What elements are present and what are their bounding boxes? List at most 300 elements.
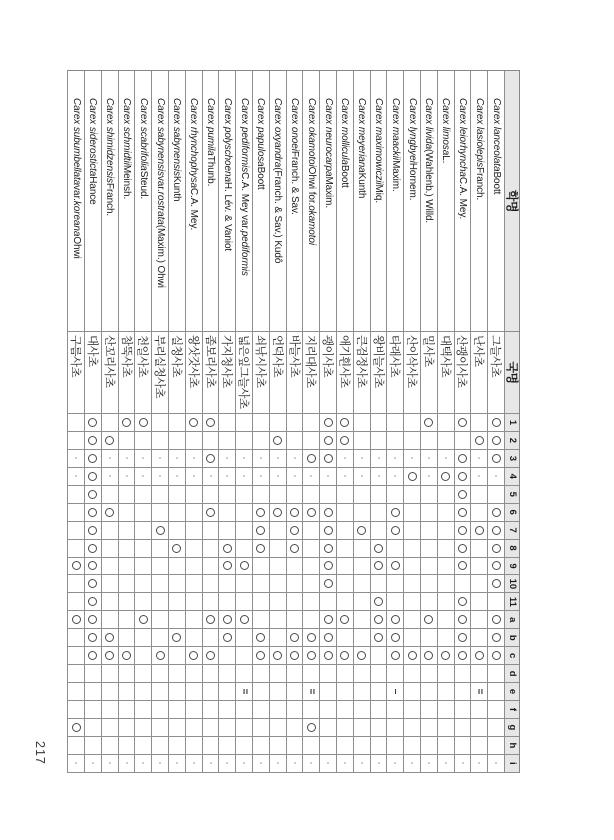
presence-cell bbox=[420, 611, 437, 629]
dot-mark-icon bbox=[495, 762, 497, 764]
presence-cell bbox=[202, 432, 219, 450]
presence-cell bbox=[151, 629, 168, 647]
presence-cell bbox=[319, 450, 336, 468]
presence-cell bbox=[353, 522, 370, 540]
presence-cell bbox=[202, 665, 219, 683]
presence-cell bbox=[151, 737, 168, 755]
presence-cell bbox=[269, 665, 286, 683]
presence-cell bbox=[269, 647, 286, 665]
circle-mark-icon bbox=[324, 508, 333, 517]
presence-cell bbox=[437, 414, 454, 432]
presence-cell bbox=[84, 414, 101, 432]
circle-mark-icon bbox=[223, 561, 232, 570]
presence-cell bbox=[252, 755, 269, 773]
presence-cell bbox=[370, 468, 387, 486]
circle-mark-icon bbox=[391, 561, 400, 570]
dot-mark-icon bbox=[75, 475, 77, 477]
presence-cell bbox=[168, 414, 185, 432]
presence-cell bbox=[403, 450, 420, 468]
circle-mark-icon bbox=[105, 436, 114, 445]
presence-cell bbox=[470, 468, 487, 486]
presence-cell bbox=[235, 701, 252, 719]
circle-mark-icon bbox=[458, 508, 467, 517]
presence-cell bbox=[286, 755, 303, 773]
presence-cell bbox=[168, 647, 185, 665]
presence-cell bbox=[336, 432, 353, 450]
circle-mark-icon bbox=[256, 508, 265, 517]
presence-cell bbox=[319, 540, 336, 558]
presence-cell bbox=[269, 701, 286, 719]
korean-name-cell: 난사초 bbox=[470, 332, 487, 414]
presence-cell bbox=[252, 540, 269, 558]
presence-cell bbox=[353, 450, 370, 468]
presence-cell bbox=[437, 611, 454, 629]
presence-cell bbox=[67, 683, 84, 701]
presence-cell bbox=[420, 755, 437, 773]
presence-cell bbox=[302, 629, 319, 647]
dot-mark-icon bbox=[411, 762, 413, 764]
presence-cell bbox=[437, 432, 454, 450]
presence-cell bbox=[454, 504, 471, 522]
dot-mark-icon bbox=[159, 762, 161, 764]
presence-cell bbox=[168, 611, 185, 629]
presence-cell bbox=[101, 755, 118, 773]
presence-cell bbox=[420, 683, 437, 701]
dot-mark-icon bbox=[126, 457, 128, 459]
presence-cell bbox=[370, 504, 387, 522]
dot-mark-icon bbox=[310, 762, 312, 764]
presence-cell bbox=[168, 683, 185, 701]
header-col-i: i bbox=[504, 755, 519, 773]
presence-cell bbox=[252, 432, 269, 450]
presence-cell bbox=[151, 575, 168, 593]
presence-cell bbox=[487, 755, 504, 773]
presence-cell bbox=[235, 611, 252, 629]
presence-cell bbox=[118, 540, 135, 558]
header-col-11: 11 bbox=[504, 593, 519, 611]
dot-mark-icon bbox=[378, 475, 380, 477]
presence-cell bbox=[134, 737, 151, 755]
presence-cell bbox=[370, 611, 387, 629]
presence-cell bbox=[218, 504, 235, 522]
header-col-f: f bbox=[504, 701, 519, 719]
presence-cell bbox=[269, 755, 286, 773]
presence-cell bbox=[67, 522, 84, 540]
presence-cell bbox=[470, 593, 487, 611]
circle-mark-icon bbox=[324, 561, 333, 570]
presence-cell bbox=[319, 719, 336, 737]
circle-mark-icon bbox=[458, 418, 467, 427]
species-name-cell: Carex sabynensis Kunth bbox=[168, 71, 185, 332]
korean-name-cell: 바늘사초 bbox=[286, 332, 303, 414]
presence-cell bbox=[67, 468, 84, 486]
circle-mark-icon bbox=[492, 508, 501, 517]
presence-cell bbox=[269, 683, 286, 701]
presence-cell bbox=[118, 755, 135, 773]
presence-cell bbox=[437, 504, 454, 522]
presence-cell bbox=[420, 432, 437, 450]
presence-cell bbox=[403, 504, 420, 522]
dot-mark-icon bbox=[478, 762, 480, 764]
presence-cell bbox=[286, 647, 303, 665]
presence-cell bbox=[118, 558, 135, 576]
presence-cell bbox=[487, 558, 504, 576]
circle-mark-icon bbox=[88, 454, 97, 463]
presence-cell bbox=[84, 522, 101, 540]
circle-mark-icon bbox=[475, 436, 484, 445]
presence-cell bbox=[386, 558, 403, 576]
dot-mark-icon bbox=[478, 457, 480, 459]
korean-name-cell: 왕삿갓사초 bbox=[185, 332, 202, 414]
header-col-7: 7 bbox=[504, 522, 519, 540]
circle-mark-icon bbox=[324, 544, 333, 553]
presence-cell bbox=[286, 737, 303, 755]
presence-cell bbox=[286, 540, 303, 558]
dot-mark-icon bbox=[226, 762, 228, 764]
presence-cell bbox=[420, 450, 437, 468]
presence-cell bbox=[370, 540, 387, 558]
circle-mark-icon bbox=[391, 651, 400, 660]
presence-cell bbox=[302, 755, 319, 773]
header-col-e: e bbox=[504, 683, 519, 701]
presence-cell bbox=[269, 522, 286, 540]
circle-mark-icon bbox=[273, 651, 282, 660]
presence-cell bbox=[353, 414, 370, 432]
dot-mark-icon bbox=[277, 475, 279, 477]
circle-mark-icon bbox=[88, 579, 97, 588]
species-name-cell: Carex neurocarpa Maxim. bbox=[319, 71, 336, 332]
presence-cell bbox=[420, 558, 437, 576]
presence-cell bbox=[202, 701, 219, 719]
presence-cell bbox=[470, 558, 487, 576]
presence-cell bbox=[487, 647, 504, 665]
presence-cell bbox=[386, 522, 403, 540]
presence-cell bbox=[168, 719, 185, 737]
circle-mark-icon bbox=[223, 633, 232, 642]
dot-mark-icon bbox=[428, 457, 430, 459]
presence-cell bbox=[353, 611, 370, 629]
presence-cell bbox=[218, 665, 235, 683]
presence-cell bbox=[185, 665, 202, 683]
korean-name-cell: 그늘사초 bbox=[487, 332, 504, 414]
presence-cell bbox=[487, 593, 504, 611]
circle-mark-icon bbox=[492, 418, 501, 427]
presence-cell bbox=[202, 755, 219, 773]
circle-mark-icon bbox=[374, 544, 383, 553]
presence-cell bbox=[336, 504, 353, 522]
circle-mark-icon bbox=[223, 615, 232, 624]
circle-mark-icon bbox=[105, 508, 114, 517]
presence-cell bbox=[67, 575, 84, 593]
presence-cell bbox=[252, 486, 269, 504]
header-col-10: 10 bbox=[504, 575, 519, 593]
presence-cell bbox=[185, 701, 202, 719]
presence-cell bbox=[67, 629, 84, 647]
presence-cell bbox=[101, 540, 118, 558]
presence-cell bbox=[84, 683, 101, 701]
presence-cell bbox=[403, 737, 420, 755]
presence-cell bbox=[487, 683, 504, 701]
header-col-h: h bbox=[504, 737, 519, 755]
presence-cell bbox=[84, 540, 101, 558]
presence-cell bbox=[269, 540, 286, 558]
dot-mark-icon bbox=[361, 457, 363, 459]
presence-cell bbox=[286, 504, 303, 522]
presence-cell bbox=[353, 468, 370, 486]
presence-cell bbox=[168, 665, 185, 683]
presence-cell bbox=[218, 755, 235, 773]
presence-cell bbox=[302, 593, 319, 611]
presence-cell bbox=[151, 683, 168, 701]
species-name-cell: Carex okamotoi Ohwi for. okamotoi bbox=[302, 71, 319, 332]
presence-cell bbox=[252, 737, 269, 755]
dot-mark-icon bbox=[142, 457, 144, 459]
presence-cell bbox=[252, 575, 269, 593]
presence-cell bbox=[202, 522, 219, 540]
presence-cell bbox=[454, 593, 471, 611]
circle-mark-icon bbox=[156, 526, 165, 535]
presence-cell bbox=[286, 683, 303, 701]
presence-cell bbox=[470, 665, 487, 683]
presence-cell bbox=[420, 665, 437, 683]
presence-cell bbox=[286, 701, 303, 719]
circle-mark-icon bbox=[88, 490, 97, 499]
dot-mark-icon bbox=[294, 475, 296, 477]
presence-cell bbox=[302, 575, 319, 593]
circle-mark-icon bbox=[72, 615, 81, 624]
presence-cell bbox=[118, 611, 135, 629]
presence-cell bbox=[252, 558, 269, 576]
presence-cell bbox=[370, 629, 387, 647]
circle-mark-icon bbox=[458, 544, 467, 553]
presence-cell bbox=[235, 629, 252, 647]
presence-cell bbox=[218, 486, 235, 504]
presence-cell bbox=[134, 665, 151, 683]
circle-mark-icon bbox=[458, 561, 467, 570]
presence-cell bbox=[370, 414, 387, 432]
presence-cell bbox=[101, 468, 118, 486]
dot-mark-icon bbox=[210, 475, 212, 477]
presence-cell bbox=[118, 432, 135, 450]
circle-mark-icon bbox=[189, 418, 198, 427]
korean-name-cell: 실청사초 bbox=[168, 332, 185, 414]
dot-mark-icon bbox=[126, 762, 128, 764]
presence-cell bbox=[235, 432, 252, 450]
species-name-cell: Carex siderosticta Hance bbox=[84, 71, 101, 332]
presence-cell bbox=[235, 737, 252, 755]
species-name-cell: Carex pediformis C.A. Mey var. pediformis bbox=[235, 71, 252, 332]
presence-cell bbox=[269, 468, 286, 486]
presence-cell bbox=[336, 468, 353, 486]
presence-cell bbox=[336, 558, 353, 576]
circle-mark-icon bbox=[88, 561, 97, 570]
circle-mark-icon bbox=[391, 508, 400, 517]
presence-cell bbox=[420, 629, 437, 647]
circle-mark-icon bbox=[475, 651, 484, 660]
presence-cell bbox=[185, 414, 202, 432]
header-col-a: a bbox=[504, 611, 519, 629]
presence-cell bbox=[67, 414, 84, 432]
presence-cell bbox=[386, 540, 403, 558]
circle-mark-icon bbox=[475, 526, 484, 535]
presence-cell bbox=[370, 647, 387, 665]
presence-cell bbox=[202, 593, 219, 611]
presence-cell bbox=[487, 450, 504, 468]
presence-cell bbox=[269, 486, 286, 504]
presence-cell bbox=[218, 593, 235, 611]
species-name-cell: Carex rhynchophysa C.A. Mey. bbox=[185, 71, 202, 332]
presence-cell bbox=[487, 432, 504, 450]
presence-cell bbox=[67, 450, 84, 468]
presence-cell bbox=[235, 755, 252, 773]
presence-cell bbox=[101, 414, 118, 432]
presence-cell bbox=[353, 486, 370, 504]
presence-cell bbox=[235, 683, 252, 701]
presence-cell bbox=[470, 629, 487, 647]
presence-cell bbox=[353, 558, 370, 576]
presence-cell bbox=[353, 432, 370, 450]
presence-cell bbox=[319, 522, 336, 540]
presence-cell bbox=[420, 414, 437, 432]
presence-cell bbox=[386, 450, 403, 468]
header-col-c: c bbox=[504, 647, 519, 665]
presence-cell bbox=[454, 558, 471, 576]
presence-cell bbox=[353, 665, 370, 683]
presence-cell bbox=[403, 701, 420, 719]
presence-cell bbox=[218, 414, 235, 432]
presence-cell bbox=[386, 486, 403, 504]
presence-cell bbox=[403, 719, 420, 737]
presence-cell bbox=[118, 593, 135, 611]
presence-cell bbox=[151, 414, 168, 432]
circle-mark-icon bbox=[88, 633, 97, 642]
presence-cell bbox=[84, 468, 101, 486]
presence-cell bbox=[302, 737, 319, 755]
presence-cell bbox=[302, 414, 319, 432]
presence-cell bbox=[67, 755, 84, 773]
circle-mark-icon bbox=[458, 526, 467, 535]
dot-mark-icon bbox=[243, 457, 245, 459]
dot-mark-icon bbox=[445, 762, 447, 764]
korean-name-cell: 산괭이사초 bbox=[454, 332, 471, 414]
presence-cell bbox=[487, 701, 504, 719]
circle-mark-icon bbox=[324, 418, 333, 427]
circle-mark-icon bbox=[458, 615, 467, 624]
circle-mark-icon bbox=[408, 651, 417, 660]
presence-cell bbox=[386, 611, 403, 629]
presence-cell bbox=[286, 629, 303, 647]
presence-cell bbox=[151, 522, 168, 540]
presence-cell bbox=[437, 522, 454, 540]
presence-cell bbox=[437, 755, 454, 773]
presence-cell bbox=[134, 504, 151, 522]
korean-name-cell: 지리대사초 bbox=[302, 332, 319, 414]
circle-mark-icon bbox=[172, 633, 181, 642]
presence-cell bbox=[101, 719, 118, 737]
presence-cell bbox=[302, 647, 319, 665]
presence-cell bbox=[403, 683, 420, 701]
dot-mark-icon bbox=[294, 457, 296, 459]
presence-cell bbox=[403, 647, 420, 665]
circle-mark-icon bbox=[458, 597, 467, 606]
presence-cell bbox=[168, 468, 185, 486]
dot-mark-icon bbox=[126, 475, 128, 477]
presence-cell bbox=[218, 468, 235, 486]
korean-name-cell: 쇠낚시사초 bbox=[252, 332, 269, 414]
presence-cell bbox=[386, 468, 403, 486]
presence-cell bbox=[84, 504, 101, 522]
circle-mark-icon bbox=[374, 633, 383, 642]
presence-cell bbox=[353, 504, 370, 522]
dot-mark-icon bbox=[75, 762, 77, 764]
presence-cell bbox=[319, 629, 336, 647]
presence-cell bbox=[454, 450, 471, 468]
presence-cell bbox=[202, 629, 219, 647]
species-name-cell: Carex scabrifolia Steud. bbox=[134, 71, 151, 332]
species-name-cell: Carex subumbellata var. koreana Ohwi bbox=[67, 71, 84, 332]
presence-cell bbox=[319, 611, 336, 629]
presence-cell bbox=[470, 450, 487, 468]
presence-cell bbox=[437, 575, 454, 593]
presence-cell bbox=[269, 414, 286, 432]
presence-cell bbox=[218, 558, 235, 576]
presence-cell bbox=[454, 701, 471, 719]
presence-cell bbox=[470, 719, 487, 737]
presence-cell bbox=[202, 450, 219, 468]
presence-cell bbox=[370, 432, 387, 450]
species-name-cell: Carex papulosa Boott bbox=[252, 71, 269, 332]
presence-cell bbox=[269, 432, 286, 450]
presence-cell bbox=[202, 540, 219, 558]
presence-cell bbox=[487, 414, 504, 432]
presence-cell bbox=[286, 558, 303, 576]
presence-cell bbox=[286, 593, 303, 611]
species-distribution-table bbox=[67, 70, 520, 773]
presence-cell bbox=[252, 450, 269, 468]
presence-cell bbox=[487, 486, 504, 504]
circle-mark-icon bbox=[324, 633, 333, 642]
presence-cell bbox=[403, 755, 420, 773]
presence-cell bbox=[252, 665, 269, 683]
presence-cell bbox=[286, 450, 303, 468]
presence-cell bbox=[235, 665, 252, 683]
presence-cell bbox=[218, 540, 235, 558]
circle-mark-icon bbox=[492, 454, 501, 463]
presence-cell bbox=[118, 522, 135, 540]
species-name-cell: Carex lyngbyei Hornem. bbox=[403, 71, 420, 332]
presence-cell bbox=[151, 558, 168, 576]
presence-cell bbox=[134, 647, 151, 665]
presence-cell bbox=[252, 611, 269, 629]
species-name-cell: Carex lanceolata Boott bbox=[487, 71, 504, 332]
circle-mark-icon bbox=[240, 615, 249, 624]
presence-cell bbox=[252, 468, 269, 486]
circle-mark-icon bbox=[458, 651, 467, 660]
dot-mark-icon bbox=[428, 475, 430, 477]
presence-cell bbox=[319, 558, 336, 576]
presence-cell bbox=[84, 575, 101, 593]
presence-cell bbox=[151, 755, 168, 773]
dot-mark-icon bbox=[344, 457, 346, 459]
presence-cell bbox=[353, 719, 370, 737]
presence-cell bbox=[168, 701, 185, 719]
presence-cell bbox=[134, 683, 151, 701]
presence-cell bbox=[101, 558, 118, 576]
korean-name-cell: 왕비늘사초 bbox=[370, 332, 387, 414]
presence-cell bbox=[470, 540, 487, 558]
dot-mark-icon bbox=[495, 475, 497, 477]
presence-cell bbox=[487, 719, 504, 737]
